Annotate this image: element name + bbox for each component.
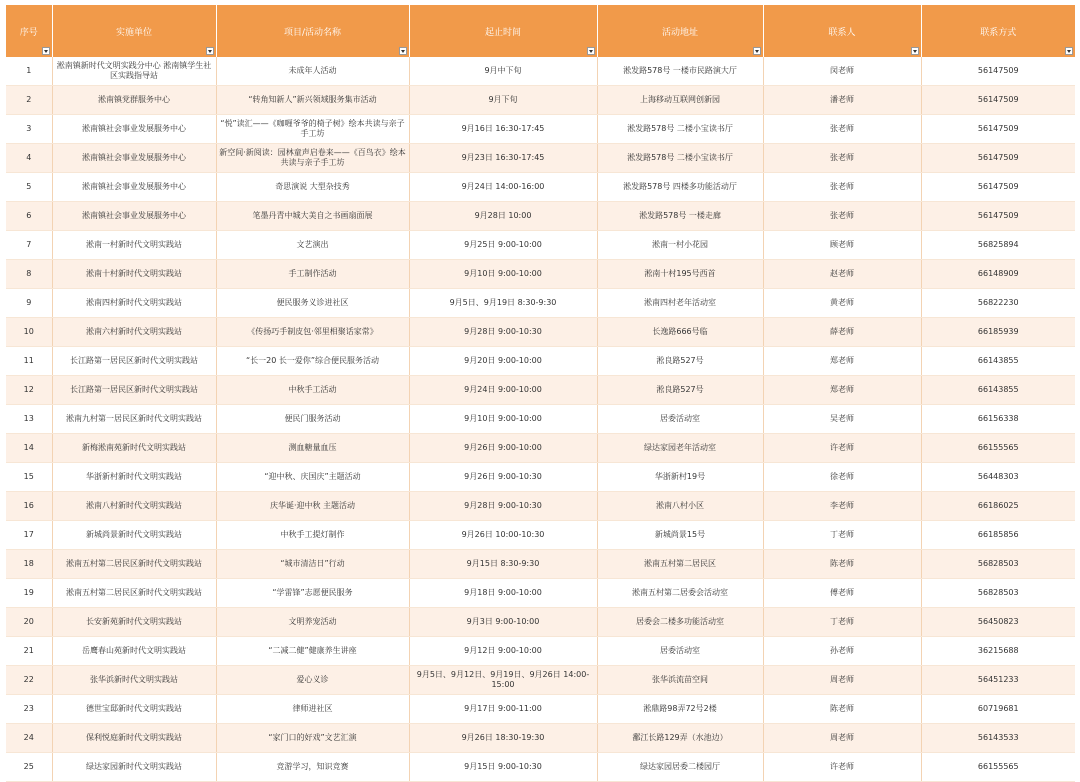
table-row [6,434,1075,463]
cell-contact: 李老师 [763,492,921,521]
table-row [6,376,1075,405]
cell-contact: 张老师 [763,202,921,231]
table-row [6,173,1075,202]
cell-index: 11 [6,347,52,376]
table-row [6,608,1075,637]
table-row [6,260,1075,289]
cell-contact: 郑老师 [763,376,921,405]
cell-phone: 66143855 [921,376,1075,405]
cell-activity: “学雷锋”志愿便民服务 [216,579,409,608]
cell-contact: 郑老师 [763,347,921,376]
cell-phone: 56451233 [921,666,1075,695]
cell-activity: 笔墨丹青中城大美自之书画扇面展 [216,202,409,231]
cell-activity: 竞游学习，知识竞赛 [216,753,409,782]
cell-activity: “长一20 长一爱你”综合便民服务活动 [216,347,409,376]
cell-address: 淞发路578号 四楼多功能活动厅 [597,173,763,202]
table-row [6,463,1075,492]
cell-contact: 黄老师 [763,289,921,318]
cell-contact: 吴老师 [763,405,921,434]
cell-index: 10 [6,318,52,347]
filter-dropdown-icon[interactable] [1065,47,1073,55]
filter-dropdown-icon[interactable] [206,47,214,55]
cell-activity: “二减二健”健康养生讲座 [216,637,409,666]
cell-unit: 绿达家园新时代文明实践站 [52,753,216,782]
cell-contact: 丁老师 [763,521,921,550]
table-row [6,695,1075,724]
cell-unit: 淞南镇社会事业发展服务中心 [52,115,216,144]
cell-time: 9月5日、9月12日、9月19日、9月26日 14:00-15:00 [409,666,597,695]
cell-activity: 中秋手工活动 [216,376,409,405]
cell-unit: 淞南四村新时代文明实践站 [52,289,216,318]
cell-unit: 淞南镇新时代文明实践分中心 淞南镇学生社区实践指导站 [52,57,216,86]
table-row [6,637,1075,666]
cell-phone: 56822230 [921,289,1075,318]
cell-time: 9月26日 9:00-10:30 [409,463,597,492]
table-row [6,492,1075,521]
cell-address: 淞发路578号 二楼小宝读书厅 [597,115,763,144]
cell-time: 9月24日 9:00-10:00 [409,376,597,405]
cell-phone: 36215688 [921,637,1075,666]
cell-index: 6 [6,202,52,231]
cell-contact: 陈老师 [763,550,921,579]
cell-activity: 手工制作活动 [216,260,409,289]
cell-address: 长逸路666号临 [597,318,763,347]
table-row [6,318,1075,347]
cell-time: 9月28日 10:00 [409,202,597,231]
cell-contact: 张老师 [763,173,921,202]
cell-unit: 德世宝邸新时代文明实践站 [52,695,216,724]
cell-time: 9月3日 9:00-10:00 [409,608,597,637]
cell-index: 17 [6,521,52,550]
cell-contact: 徐老师 [763,463,921,492]
cell-index: 1 [6,57,52,86]
cell-time: 9月10日 9:00-10:00 [409,405,597,434]
cell-contact: 傅老师 [763,579,921,608]
cell-time: 9月20日 9:00-10:00 [409,347,597,376]
cell-unit: 淞南五村第二居民区新时代文明实践站 [52,550,216,579]
header-label: 活动地址 [661,27,698,38]
cell-contact: 丁老师 [763,608,921,637]
table-row [6,347,1075,376]
cell-time: 9月15日 8:30-9:30 [409,550,597,579]
header-label: 实施单位 [115,27,152,38]
header-row [6,5,1075,57]
cell-activity: 中秋手工提灯制作 [216,521,409,550]
table-row [6,550,1075,579]
cell-time: 9月24日 14:00-16:00 [409,173,597,202]
cell-contact: 张老师 [763,115,921,144]
header-label: 联系人 [828,27,856,38]
cell-activity: 便民服务义诊进社区 [216,289,409,318]
activity-table-sheet [6,5,1075,782]
cell-phone: 56147509 [921,57,1075,86]
cell-time: 9月下旬 [409,86,597,115]
cell-address: 居委活动室 [597,405,763,434]
cell-unit: 长江路第一居民区新时代文明实践站 [52,376,216,405]
cell-time: 9月5日、9月19日 8:30-9:30 [409,289,597,318]
cell-contact: 周老师 [763,666,921,695]
cell-index: 3 [6,115,52,144]
cell-index: 23 [6,695,52,724]
cell-address: 华浙新村19号 [597,463,763,492]
cell-address: 上海移动互联网创新园 [597,86,763,115]
cell-phone: 56147509 [921,173,1075,202]
cell-activity: 爱心义诊 [216,666,409,695]
col-header-unit [52,5,216,57]
cell-phone: 56147509 [921,144,1075,173]
header-label: 联系方式 [980,27,1017,38]
cell-activity: 律师进社区 [216,695,409,724]
table-row [6,289,1075,318]
table-row [6,724,1075,753]
cell-index: 20 [6,608,52,637]
table-row [6,753,1075,782]
cell-activity: 便民门服务活动 [216,405,409,434]
cell-unit: 淞南一村新时代文明实践站 [52,231,216,260]
cell-phone: 66156338 [921,405,1075,434]
cell-contact: 张老师 [763,144,921,173]
cell-address: 张华浜流苗空间 [597,666,763,695]
cell-contact: 陈老师 [763,695,921,724]
cell-address: 淞鼎路98弄72号2楼 [597,695,763,724]
cell-activity: 新空间·新阅读：园林童声启卷来——《百鸟衣》绘本共读与亲子手工坊 [216,144,409,173]
table-row [6,579,1075,608]
cell-index: 16 [6,492,52,521]
cell-address: 绿达家园老年活动室 [597,434,763,463]
cell-unit: 淞南镇社会事业发展服务中心 [52,173,216,202]
cell-contact: 顾老师 [763,231,921,260]
cell-contact: 孙老师 [763,637,921,666]
cell-time: 9月26日 9:00-10:00 [409,434,597,463]
cell-index: 24 [6,724,52,753]
cell-address: 淞发路578号 二楼小宝读书厅 [597,144,763,173]
cell-index: 4 [6,144,52,173]
cell-phone: 66143855 [921,347,1075,376]
cell-contact: 闵老师 [763,57,921,86]
cell-address: 鄱江长路129弄（水池边） [597,724,763,753]
cell-activity: 奇思演说 大型杂技秀 [216,173,409,202]
cell-index: 13 [6,405,52,434]
cell-index: 5 [6,173,52,202]
cell-address: 居委活动室 [597,637,763,666]
table-row [6,231,1075,260]
cell-unit: 长安新苑新时代文明实践站 [52,608,216,637]
cell-unit: 淞南镇党群服务中心 [52,86,216,115]
cell-index: 7 [6,231,52,260]
cell-phone: 56448303 [921,463,1075,492]
cell-unit: 张华浜新时代文明实践站 [52,666,216,695]
cell-contact: 潘老师 [763,86,921,115]
table-row [6,57,1075,86]
cell-index: 8 [6,260,52,289]
cell-activity: “转角知新人”新兴领域服务集市活动 [216,86,409,115]
col-header-index [6,5,52,57]
table-row [6,86,1075,115]
cell-time: 9月23日 16:30-17:45 [409,144,597,173]
cell-phone: 66155565 [921,434,1075,463]
cell-unit: 保利悦庭新时代文明实践站 [52,724,216,753]
cell-contact: 赵老师 [763,260,921,289]
cell-index: 9 [6,289,52,318]
cell-time: 9月17日 9:00-11:00 [409,695,597,724]
cell-activity: “城市清洁日”行动 [216,550,409,579]
cell-time: 9月25日 9:00-10:00 [409,231,597,260]
filter-dropdown-icon[interactable] [399,47,407,55]
cell-address: 淞南四村老年活动室 [597,289,763,318]
cell-address: 淞南八村小区 [597,492,763,521]
cell-index: 22 [6,666,52,695]
cell-address: 淞南一村小花园 [597,231,763,260]
cell-activity: “家门口的好戏”文艺汇演 [216,724,409,753]
cell-address: 淞南十村195号西首 [597,260,763,289]
table-row [6,666,1075,695]
cell-phone: 66185939 [921,318,1075,347]
cell-unit: 淞南六村新时代文明实践站 [52,318,216,347]
cell-phone: 66185856 [921,521,1075,550]
cell-activity: “迎中秋、庆国庆”主题活动 [216,463,409,492]
filter-dropdown-icon[interactable] [587,47,595,55]
cell-index: 19 [6,579,52,608]
cell-address: 新城尚景15号 [597,521,763,550]
cell-unit: 淞南镇社会事业发展服务中心 [52,144,216,173]
cell-phone: 66148909 [921,260,1075,289]
cell-phone: 56147509 [921,86,1075,115]
cell-address: 淞良路527号 [597,347,763,376]
cell-time: 9月26日 18:30-19:30 [409,724,597,753]
cell-index: 18 [6,550,52,579]
cell-time: 9月10日 9:00-10:00 [409,260,597,289]
col-header-time [409,5,597,57]
cell-time: 9月中下旬 [409,57,597,86]
cell-phone: 56828503 [921,550,1075,579]
col-header-phone [921,5,1075,57]
cell-unit: 岳鹰春山苑新时代文明实践站 [52,637,216,666]
cell-contact: 薛老师 [763,318,921,347]
cell-phone: 56825894 [921,231,1075,260]
cell-index: 2 [6,86,52,115]
table-body [6,57,1075,782]
cell-unit: 新城尚景新时代文明实践站 [52,521,216,550]
cell-unit: 华浙新村新时代文明实践站 [52,463,216,492]
table-row [6,144,1075,173]
cell-unit: 淞南九村第一居民区新时代文明实践站 [52,405,216,434]
cell-unit: 淞南五村第二居民区新时代文明实践站 [52,579,216,608]
cell-phone: 66186025 [921,492,1075,521]
cell-index: 25 [6,753,52,782]
header-label: 起止时间 [484,27,521,38]
cell-phone: 56828503 [921,579,1075,608]
table-row [6,405,1075,434]
cell-address: 淞良路527号 [597,376,763,405]
filter-dropdown-icon[interactable] [911,47,919,55]
cell-unit: 新梅淞南苑新时代文明实践站 [52,434,216,463]
cell-phone: 56147509 [921,202,1075,231]
cell-contact: 许老师 [763,753,921,782]
cell-time: 9月28日 9:00-10:30 [409,318,597,347]
cell-time: 9月26日 10:00-10:30 [409,521,597,550]
cell-activity: 文艺演出 [216,231,409,260]
col-header-activity [216,5,409,57]
table-row [6,115,1075,144]
table-row [6,202,1075,231]
cell-address: 居委会二楼多功能活动室 [597,608,763,637]
table-row [6,521,1075,550]
cell-contact: 许老师 [763,434,921,463]
activity-table [6,5,1075,782]
cell-activity: 庆华诞·迎中秋 主题活动 [216,492,409,521]
cell-unit: 长江路第一居民区新时代文明实践站 [52,347,216,376]
cell-unit: 淞南十村新时代文明实践站 [52,260,216,289]
col-header-address [597,5,763,57]
cell-time: 9月28日 9:00-10:30 [409,492,597,521]
cell-time: 9月12日 9:00-10:00 [409,637,597,666]
cell-activity: 文明养宠活动 [216,608,409,637]
cell-index: 12 [6,376,52,405]
cell-time: 9月16日 16:30-17:45 [409,115,597,144]
cell-phone: 66155565 [921,753,1075,782]
col-header-contact [763,5,921,57]
cell-activity: 未成年人活动 [216,57,409,86]
cell-unit: 淞南八村新时代文明实践站 [52,492,216,521]
header-label: 项目/活动名称 [283,27,342,38]
cell-unit: 淞南镇社会事业发展服务中心 [52,202,216,231]
cell-index: 21 [6,637,52,666]
cell-index: 15 [6,463,52,492]
header-label: 序号 [19,27,38,38]
cell-contact: 周老师 [763,724,921,753]
cell-activity: “悦”读汇——《咖喱爷爷的椅子树》绘本共读与亲子手工坊 [216,115,409,144]
cell-time: 9月18日 9:00-10:00 [409,579,597,608]
cell-activity: 《传扬巧手制皮包·邻里相聚话家常》 [216,318,409,347]
filter-dropdown-icon[interactable] [42,47,50,55]
cell-address: 淞南五村第二居民区 [597,550,763,579]
cell-address: 淞南五村第二居委会活动室 [597,579,763,608]
cell-address: 绿达家园居委二楼园厅 [597,753,763,782]
filter-dropdown-icon[interactable] [753,47,761,55]
cell-activity: 测血糖量血压 [216,434,409,463]
cell-phone: 60719681 [921,695,1075,724]
cell-phone: 56450823 [921,608,1075,637]
cell-index: 14 [6,434,52,463]
cell-time: 9月15日 9:00-10:30 [409,753,597,782]
cell-phone: 56147509 [921,115,1075,144]
cell-address: 淞发路578号 一楼市民路演大厅 [597,57,763,86]
cell-phone: 56143533 [921,724,1075,753]
cell-address: 淞发路578号 一楼走廊 [597,202,763,231]
